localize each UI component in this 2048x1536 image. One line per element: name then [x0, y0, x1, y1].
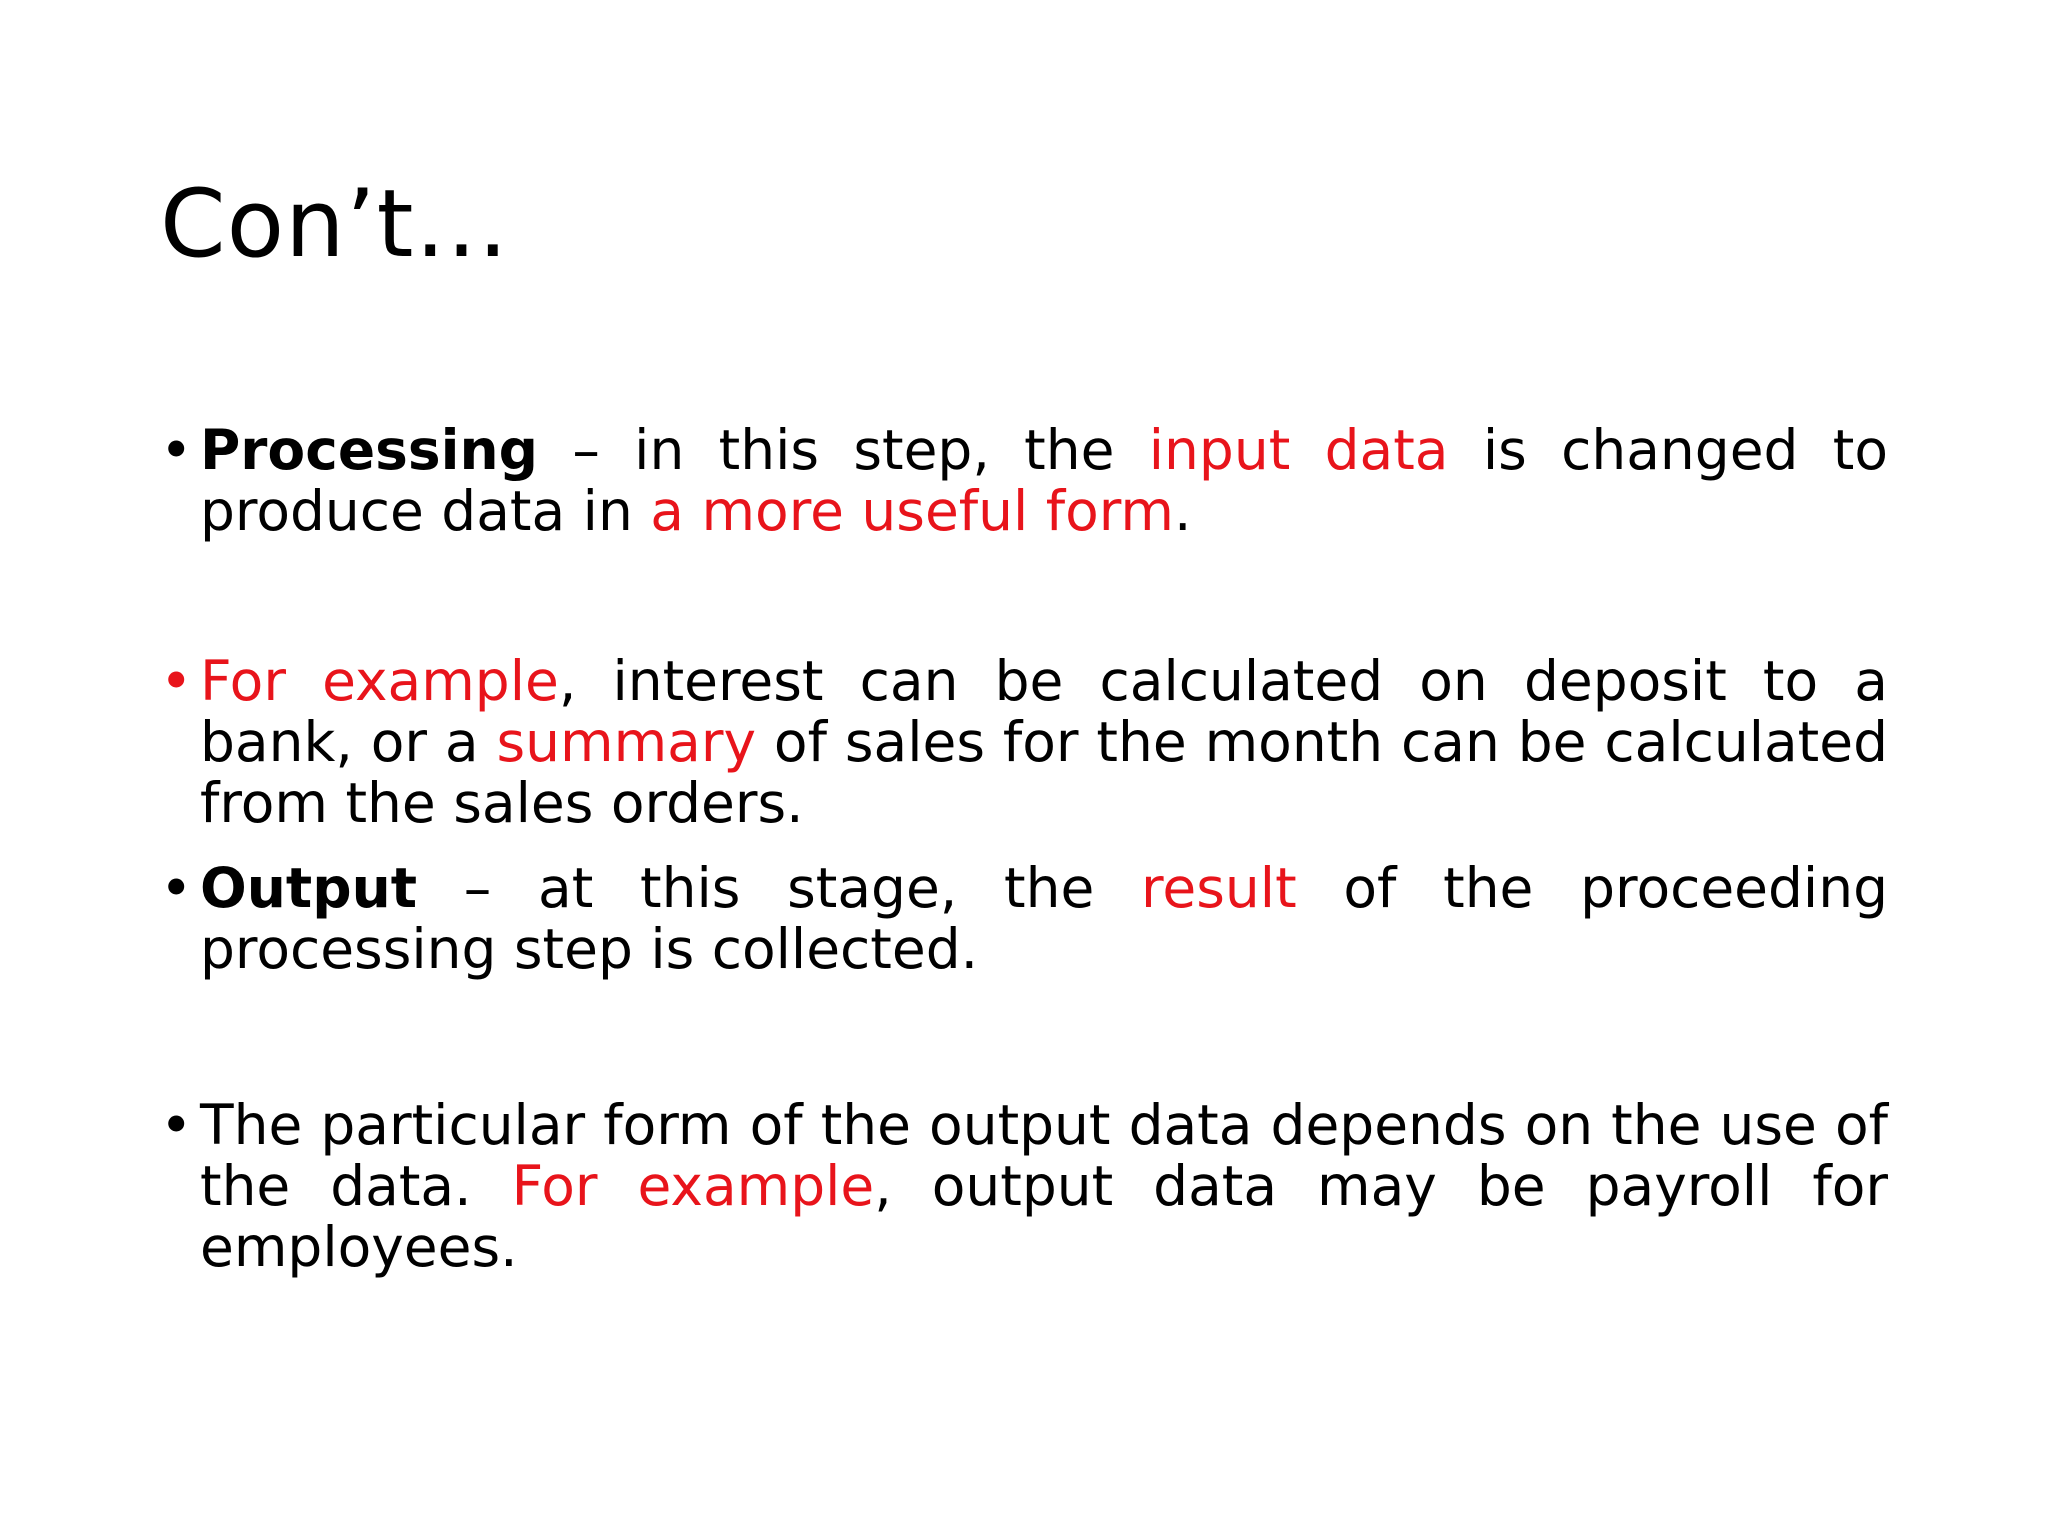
text-span: , interest can be calculated on deposit to a bank, or a [200, 649, 1888, 774]
bullet-text [200, 858, 1888, 980]
text-span: is changed to produce data in [200, 418, 1889, 543]
bullet-text [200, 651, 1888, 834]
highlight-text: For example [511, 1154, 875, 1218]
text-span: The particular form of the output data depends on the use of the data. [200, 1093, 1888, 1218]
bullet-term: Output [200, 856, 418, 920]
bullet-marker: • [160, 418, 193, 482]
bullet-text [200, 1095, 1888, 1278]
highlight-text: summary [496, 710, 757, 774]
bullet-item-example [160, 651, 1888, 834]
slide-title: Con’t… [160, 170, 510, 279]
text-span: – in this step, the [537, 418, 1149, 482]
text-span: – at this stage, the [417, 856, 1142, 920]
highlight-text: a more useful form [650, 479, 1175, 543]
bullet-item-processing [160, 420, 1888, 542]
highlight-text: For example [200, 649, 559, 713]
bullet-text [200, 420, 1888, 542]
bullet-marker: • [160, 649, 193, 713]
bullet-marker: • [160, 1093, 193, 1157]
text-span: of sales for the month can be calculated from the sales orders. [200, 710, 1888, 835]
bullet-term: Processing [200, 418, 538, 482]
bullet-marker: • [160, 856, 193, 920]
text-span: of the proceeding processing step is collected. [200, 856, 1888, 981]
bullet-item-output [160, 858, 1888, 980]
bullet-item-output-form [160, 1095, 1888, 1278]
highlight-text: result [1141, 856, 1297, 920]
text-span: , output data may be payroll for employees. [200, 1154, 1888, 1279]
highlight-text: input data [1148, 418, 1449, 482]
text-span: . [1174, 479, 1192, 543]
